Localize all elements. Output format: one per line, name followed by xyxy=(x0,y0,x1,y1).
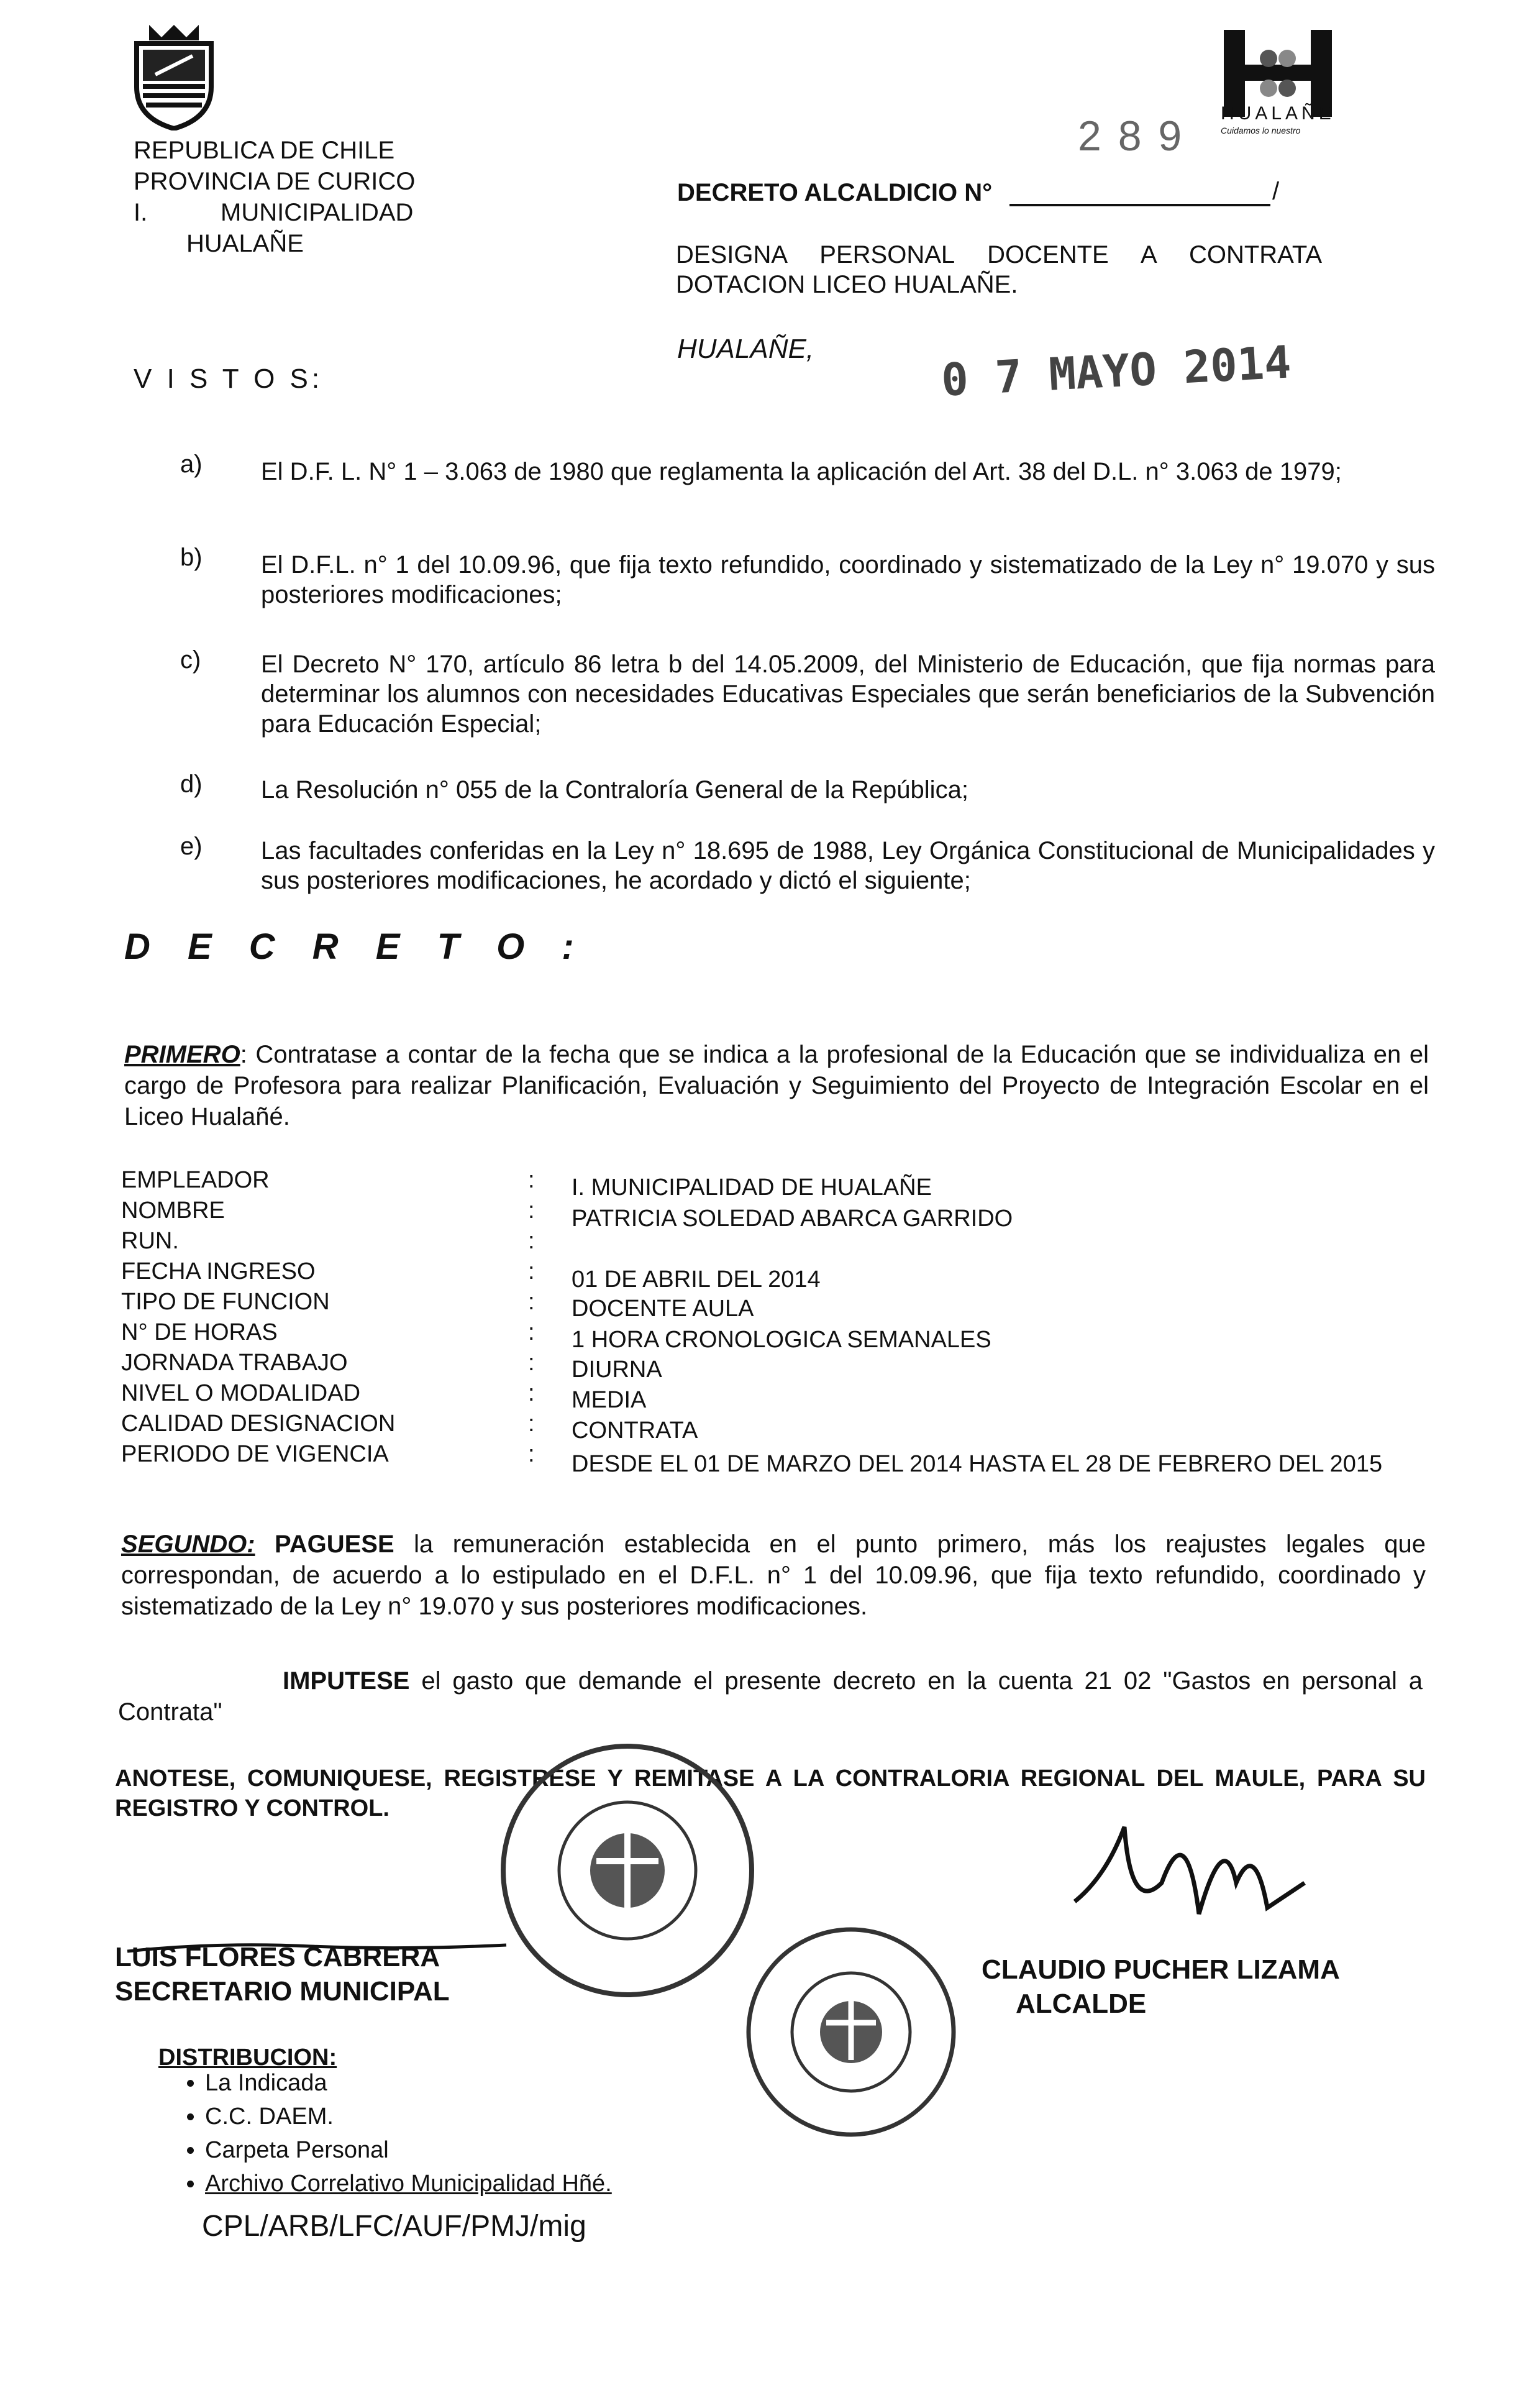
decree-number-slash: / xyxy=(1272,178,1280,205)
decree-number: 2 8 9 xyxy=(1078,112,1185,160)
primero-paragraph xyxy=(124,1039,1429,1132)
detail-label-tipo-funcion: TIPO DE FUNCION xyxy=(121,1289,330,1315)
detail-colon: : xyxy=(528,1167,535,1193)
detail-colon: : xyxy=(528,1441,535,1467)
imputese-text: el gasto que demande el presente decreto en la cuenta 21 02 "Gastos en personal a Contrata" xyxy=(118,1667,1423,1726)
detail-value-fecha-ingreso: 01 DE ABRIL DEL 2014 xyxy=(572,1266,821,1293)
secretary-seal-icon xyxy=(491,1734,764,2007)
distribucion-item: • La Indicada xyxy=(205,2066,612,2100)
vistos-item-b: El D.F.L. n° 1 del 10.09.96, que fija texto refundido, coordinado y sistematizado de la Ley n° 19.070 y sus posteriores modificaciones; xyxy=(261,551,1435,608)
decreto-heading: D E C R E T O : xyxy=(124,927,588,967)
detail-colon: : xyxy=(528,1350,535,1376)
detail-colon: : xyxy=(528,1228,535,1254)
secretary-name: LUIS FLORES CABRERA xyxy=(115,1942,440,1972)
distribucion-item: • Archivo Correlativo Municipalidad Hñé. xyxy=(205,2167,612,2200)
detail-label-periodo: PERIODO DE VIGENCIA xyxy=(121,1441,389,1467)
detail-label-horas: N° DE HORAS xyxy=(121,1319,278,1345)
vistos-letter-c: c) xyxy=(180,646,201,674)
header-line-1: REPUBLICA DE CHILE xyxy=(134,137,395,164)
detail-value-empleador: I. MUNICIPALIDAD DE HUALAÑE xyxy=(572,1174,932,1201)
vistos-letter-e: e) xyxy=(180,833,203,860)
mayor-title: ALCALDE xyxy=(1016,1989,1147,2019)
detail-label-nivel: NIVEL O MODALIDAD xyxy=(121,1380,361,1406)
detail-value-calidad: CONTRATA xyxy=(572,1417,698,1444)
distribucion-list xyxy=(137,2066,612,2200)
logo-text: HUALAÑE xyxy=(1221,103,1335,124)
header-line-4: HUALAÑE xyxy=(186,230,304,257)
detail-label-jornada: JORNADA TRABAJO xyxy=(121,1350,348,1376)
header-line-3a: I. xyxy=(134,199,148,226)
logo-tagline: Cuidamos lo nuestro xyxy=(1221,126,1301,135)
distribucion-item: • C.C. DAEM. xyxy=(205,2100,612,2133)
detail-colon: : xyxy=(528,1411,535,1437)
anotese-paragraph: ANOTESE, COMUNIQUESE, REGISTRESE Y REMITASE A LA CONTRALORIA REGIONAL DEL MAULE, PARA SU REGISTRO Y CONTROL. xyxy=(115,1765,1426,1821)
detail-label-calidad: CALIDAD DESIGNACION xyxy=(121,1411,396,1437)
vistos-letter-a: a) xyxy=(180,451,203,478)
segundo-lead: PAGUESE xyxy=(275,1531,394,1558)
header-line-2: PROVINCIA DE CURICO xyxy=(134,168,416,195)
coat-of-arms-icon xyxy=(124,22,224,130)
detail-colon: : xyxy=(528,1319,535,1345)
segundo-paragraph xyxy=(121,1529,1426,1622)
detail-value-nombre: PATRICIA SOLEDAD ABARCA GARRIDO xyxy=(572,1206,1013,1232)
vistos-letter-b: b) xyxy=(180,544,203,571)
vistos-letter-d: d) xyxy=(180,771,203,798)
decree-place: HUALAÑE, xyxy=(677,334,814,364)
vistos-item-e: Las facultades conferidas en la Ley n° 18.695 de 1988, Ley Orgánica Constitucional de Municipalidades y sus posteriores modificaciones, he acordado y dictó el siguiente; xyxy=(261,837,1435,894)
detail-colon: : xyxy=(528,1289,535,1315)
detail-value-jornada: DIURNA xyxy=(572,1357,662,1383)
segundo-label: SEGUNDO: xyxy=(121,1531,255,1558)
mayor-signature-icon xyxy=(1068,1790,1317,1951)
secretary-title: SECRETARIO MUNICIPAL xyxy=(115,1976,450,2007)
detail-value-nivel: MEDIA xyxy=(572,1387,647,1413)
date-stamp: 0 7 MAYO 2014 xyxy=(940,336,1293,406)
vistos-item-d: La Resolución n° 055 de la Contraloría General de la República; xyxy=(261,776,968,803)
imputese-lead: IMPUTESE xyxy=(283,1667,410,1695)
detail-value-horas: 1 HORA CRONOLOGICA SEMANALES xyxy=(572,1327,991,1353)
header-line-3b: MUNICIPALIDAD xyxy=(221,199,414,226)
initials-reference: CPL/ARB/LFC/AUF/PMJ/mig xyxy=(202,2210,586,2243)
detail-value-periodo: DESDE EL 01 DE MARZO DEL 2014 HASTA EL 28 DE FEBRERO DEL 2015 xyxy=(572,1451,1383,1477)
detail-label-fecha-ingreso: FECHA INGRESO xyxy=(121,1258,316,1284)
decree-subject: DESIGNA PERSONAL DOCENTE A CONTRATA DOTACION LICEO HUALAÑE. xyxy=(676,241,1322,298)
detail-label-empleador: EMPLEADOR xyxy=(121,1167,270,1193)
segundo-text: la remuneración establecida en el punto primero, más los reajustes legales que correspondan, de acuerdo a lo estipulado en el D.F.L. n° 1 del 10.09.96, que fija texto refundido, coordinado y sistematizado de la Ley n° 19.070 y sus posteriores modificaciones. xyxy=(121,1531,1426,1620)
detail-value-tipo-funcion: DOCENTE AULA xyxy=(572,1296,754,1322)
detail-colon: : xyxy=(528,1258,535,1284)
vistos-heading: V I S T O S: xyxy=(134,364,324,394)
mayor-seal-icon xyxy=(739,1920,963,2144)
distribucion-heading: DISTRIBUCION: xyxy=(158,2044,337,2071)
vistos-item-a: El D.F. L. N° 1 – 3.063 de 1980 que reglamenta la aplicación del Art. 38 del D.L. n° 3.063 de 1979; xyxy=(261,458,1342,485)
mayor-name: CLAUDIO PUCHER LIZAMA xyxy=(982,1954,1340,1985)
detail-colon: : xyxy=(528,1197,535,1224)
decree-number-line xyxy=(1009,204,1270,206)
imputese-paragraph xyxy=(118,1665,1423,1728)
primero-text: : Contratase a contar de la fecha que se indica a la profesional de la Educación que se individualiza en el cargo de Profesora para realizar Planificación, Evaluación y Seguimiento del Proyecto de Integración Escolar en el Liceo Hualañé. xyxy=(124,1041,1429,1130)
decree-title: DECRETO ALCALDICIO N° xyxy=(677,179,993,206)
detail-colon: : xyxy=(528,1380,535,1406)
detail-label-nombre: NOMBRE xyxy=(121,1197,225,1224)
distribucion-item: • Carpeta Personal xyxy=(205,2133,612,2167)
primero-label: PRIMERO xyxy=(124,1041,240,1068)
detail-label-run: RUN. xyxy=(121,1228,179,1254)
vistos-item-c: El Decreto N° 170, artículo 86 letra b del 14.05.2009, del Ministerio de Educación, que fija normas para determinar los alumnos con necesidades Educativas Especiales que serán beneficiarios de la Subvención para Educación Especial; xyxy=(261,651,1435,738)
